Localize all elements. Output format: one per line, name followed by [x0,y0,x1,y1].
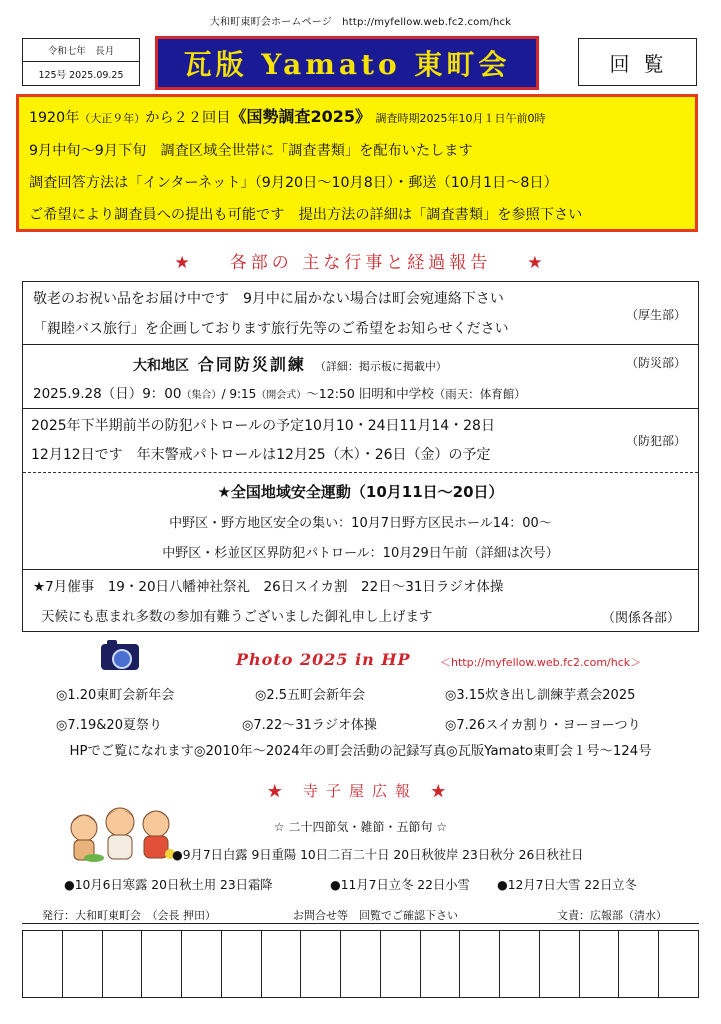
circulation-check-grid [22,930,699,998]
section-heading [0,248,721,273]
disaster-date [33,382,526,402]
camera-icon [101,644,139,670]
check-cell[interactable] [460,931,500,997]
footer-bar [22,904,699,924]
title-banner [155,36,539,90]
photo-title: Photo 2025 in HP [236,650,411,669]
check-cell[interactable] [341,931,381,997]
edition-box [22,38,140,86]
era-month: 令和七年 長月 [23,39,139,62]
census-era: （大正９年） [79,112,146,125]
check-cell[interactable] [659,931,698,997]
drill-venue: ～12:50 旧明和中学校 [306,386,434,401]
safety-title: ★全国地域安全運動（10月11日～20日） [217,483,504,501]
photo-item: ◎7.19&20夏祭り [56,718,162,733]
census-row-3: 調査回答方法は「インターネット」（9月20日～10月8日）・郵送（10月1日～8日） [29,175,558,191]
sekki-december: ●12月7日大雪 22日立冬 [497,878,637,892]
census-row-1 [29,101,685,135]
drill-open-time: / 9:15 [221,387,257,401]
publisher: 発行：大和町東町会 （会長 押田） [42,909,216,922]
drill-time: 2025.9.28（日）9：00 [33,386,182,402]
check-cell[interactable] [23,931,63,997]
dashed-divider [23,472,698,473]
star-icon: ★ [267,782,291,800]
census-count: から２２回目 [145,110,231,126]
sekki-title: ☆ 二十四節気・雑節・五節句 ☆ [273,820,448,834]
contact-note: お問合せ等 回覧でご確認下さい [293,909,458,922]
divider [23,569,698,570]
census-year: 1920年 [29,110,80,126]
sekki-line-1: ●9月7日白露 9日重陽 10日二百二十日 20日秋彼岸 23日秋分 26日秋社日 [172,848,584,862]
check-cell[interactable] [182,931,222,997]
star-icon: ★ [174,253,194,273]
photo-item: ◎1.20東町会新年会 [56,688,175,703]
disaster-title [133,352,447,375]
photo-item: ◎2.5五町会新年会 [255,688,366,703]
july-line-2: 天候にも恵まれ多数の参加有難うございました御礼申し上げます [41,609,433,625]
census-timing: 調査時期2025年10月１日午前0時 [375,112,546,125]
welfare-line-1: 敬老のお祝い品をお届け中です 9月中に届かない場合は町会宛連絡下さい [33,291,504,307]
check-cell[interactable] [381,931,421,997]
disaster-dept: （防災部） [625,356,686,370]
photo-item: ◎7.22～31ラジオ体操 [242,718,377,733]
july-line-1: ★7月催事 19・20日八幡神社祭礼 26日スイカ割 22日～31日ラジオ体操 [33,579,504,595]
divider [23,408,698,409]
kairan-box: 回覧 [578,38,697,86]
section-title: 各部の 主な行事と経過報告 [229,253,492,273]
crime-line-2: 12月12日です 年末警戒パトロールは12月25（木）・26日（金）の予定 [31,447,491,463]
safety-line-2: 中野区・杉並区区界防犯パトロール：10月29日午前（詳細は次号） [162,546,559,561]
star-icon: ★ [430,782,454,800]
census-row-2: 9月中旬～9月下旬 調査区域全世帯に「調査書類」を配布いたします [29,143,473,159]
check-cell[interactable] [421,931,461,997]
sekki-october: ●10月6日寒露 20日秋土用 23日霜降 [64,878,273,892]
welfare-dept: （厚生部） [625,308,686,322]
divider [23,344,698,345]
editor: 文責：広報部（清水） [557,909,667,922]
hp-archive-note: HPでご覧になれます◎2010年～2024年の町会活動の記録写真◎瓦版Yamato東町会１号～124号 [69,744,652,759]
photo-item: ◎7.26スイカ割り・ヨーヨーつり [445,718,641,733]
drill-rain: （雨天：体育館） [433,387,526,401]
photo-item: ◎3.15炊き出し訓練芋煮会2025 [445,688,636,703]
issue-number: 125号 2025.09.25 [38,69,124,81]
crime-dept: （防犯部） [625,434,686,448]
sekki-november: ●11月7日立冬 22日小雪 [330,878,470,892]
drill-open: （開会式） [256,390,307,401]
check-cell[interactable] [222,931,262,997]
check-cell[interactable] [142,931,182,997]
photo-row [0,644,721,674]
disaster-detail: （詳細：掲示板に掲載中） [314,360,447,373]
check-cell[interactable] [580,931,620,997]
check-cell[interactable] [63,931,103,997]
star-icon: ★ [527,253,547,273]
reports-box [22,281,699,632]
check-cell[interactable] [301,931,341,997]
disaster-area: 大和地区 [133,358,189,374]
homepage-line: 大和町東町会ホームページ http://myfellow.web.fc2.com/hck [209,17,512,28]
census-row-4: ご希望により調査員への提出も可能です 提出方法の詳細は「調査書類」を参照下さい [29,207,583,223]
crime-line-1: 2025年下半期前半の防犯パトロールの予定10月10・24日11月14・28日 [31,418,495,434]
check-cell[interactable] [262,931,302,997]
census-title: 《国勢調査2025》 [230,107,371,126]
drill-gather: （集合） [181,390,222,401]
photo-url[interactable]: ＜http://myfellow.web.fc2.com/hck＞ [440,656,642,669]
census-notice [16,94,698,232]
newsletter-title: 瓦版 Yamato 東町会 [183,48,511,81]
terakoya-title: 寺子屋広報 [302,782,418,800]
check-cell[interactable] [619,931,659,997]
check-cell[interactable] [500,931,540,997]
check-cell[interactable] [540,931,580,997]
safety-line-1: 中野区・野方地区安全の集い：10月7日野方区民ホール14：00～ [169,516,552,531]
disaster-event: 合同防災訓練 [197,355,306,374]
july-dept: （関係各部） [601,611,680,626]
check-cell[interactable] [103,931,143,997]
welfare-line-2: 「親睦バス旅行」を企画しております旅行先等のご希望をお知らせください [33,321,509,337]
